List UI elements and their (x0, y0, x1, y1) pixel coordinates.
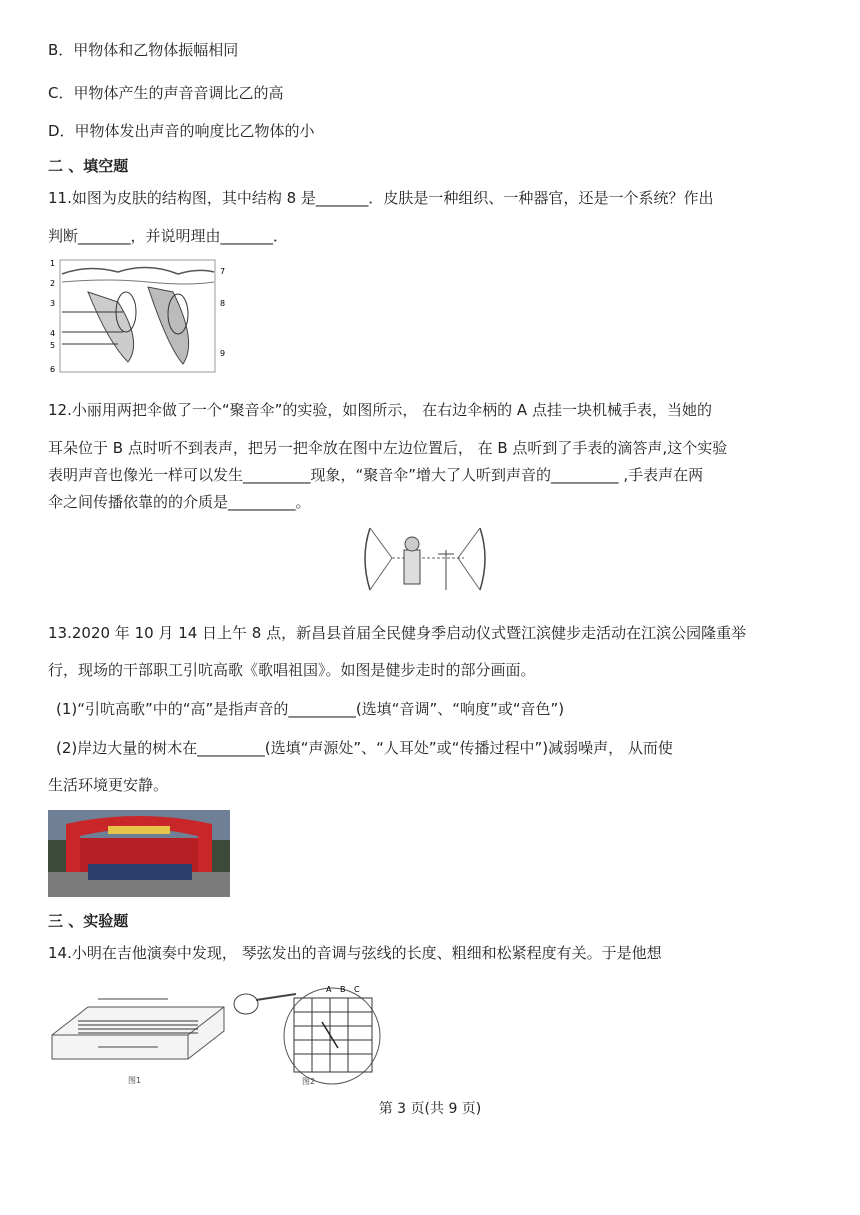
q12-text-line4: 伞之间传播依靠的的介质是_________。 (48, 493, 311, 511)
q13-text-line1: 13.2020 年 10 月 14 日上午 8 点，新昌县首届全民健身季启动仪式暨江滨健步走活动在江滨公园隆重举 (48, 624, 747, 642)
section-heading-experiment: 三 、实验题 (48, 912, 129, 930)
q14-text-line1: 14.小明在吉他演奏中发现， 琴弦发出的音调与弦线的长度、粗细和松紧程度有关。于是他想 (48, 944, 662, 962)
q11-text-line2: 判断_______，并说明理由_______． (48, 227, 289, 245)
q13-text-line2: 行，现场的干部职工引吭高歌《歌唱祖国》。如图是健步走时的部分画面。 (48, 661, 536, 679)
walking-event-photo (48, 810, 230, 897)
q13-sub1: (1)“引吭高歌”中的“高”是指声音的_________(选填“音调”、“响度”或“音色”) (56, 700, 565, 718)
q12-text-line3: 表明声音也像光一样可以发生_________现象，“聚音伞”增大了人听到声音的_________ ,手表声在两 (48, 466, 704, 484)
fig-label: 3 (50, 299, 56, 308)
q12-text-line1: 12.小丽用两把伞做了一个“聚音伞”的实验，如图所示， 在右边伞柄的 A 点挂一块机械手表，当她的 (48, 401, 712, 419)
option-b: B．甲物体和乙物体振幅相同 (48, 41, 239, 59)
q13-sub2-line2: 生活环境更安静。 (48, 776, 169, 794)
fig-label: 4 (50, 329, 56, 338)
fig-label: 6 (50, 365, 56, 374)
q13-sub2-line1: (2)岸边大量的树木在_________(选填“声源处”、“人耳处”或“传播过程中”)减弱噪声， 从而使 (56, 739, 673, 757)
fig-label: 8 (220, 299, 226, 308)
string-label-a: A (326, 985, 332, 994)
fig-label: 2 (50, 279, 56, 288)
figure-1-caption: 图1 (128, 1076, 142, 1085)
option-d: D．甲物体发出声音的响度比乙物体的小 (48, 122, 315, 140)
string-label-b: B (340, 985, 346, 994)
string-apparatus-figure-1 (48, 985, 233, 1085)
fig-label: 1 (50, 259, 56, 268)
q11-text-line1: 11.如图为皮肤的结构图，其中结构 8 是_______．皮肤是一种组织、一种器官，还是一个系统？作出 (48, 189, 714, 207)
q12-text-line2: 耳朵位于 B 点时听不到表声，把另一把伞放在图中左边位置后， 在 B 点听到了手表的滴答声,这个实验 (48, 439, 728, 457)
skin-structure-figure (48, 252, 238, 374)
option-c: C．甲物体产生的声音音调比乙的高 (48, 84, 284, 102)
fig-label: 5 (50, 341, 56, 350)
umbrella-experiment-figure (364, 520, 486, 598)
page-number-footer: 第 3 页(共 9 页) (378, 1101, 482, 1117)
string-label-c: C (354, 985, 360, 994)
guitar-figure-2 (226, 978, 394, 1088)
section-heading-fill-in: 二 、填空题 (48, 157, 129, 175)
fig-label: 9 (220, 349, 226, 358)
fig-label: 7 (220, 267, 226, 276)
figure-2-caption: 图2 (302, 1077, 316, 1086)
